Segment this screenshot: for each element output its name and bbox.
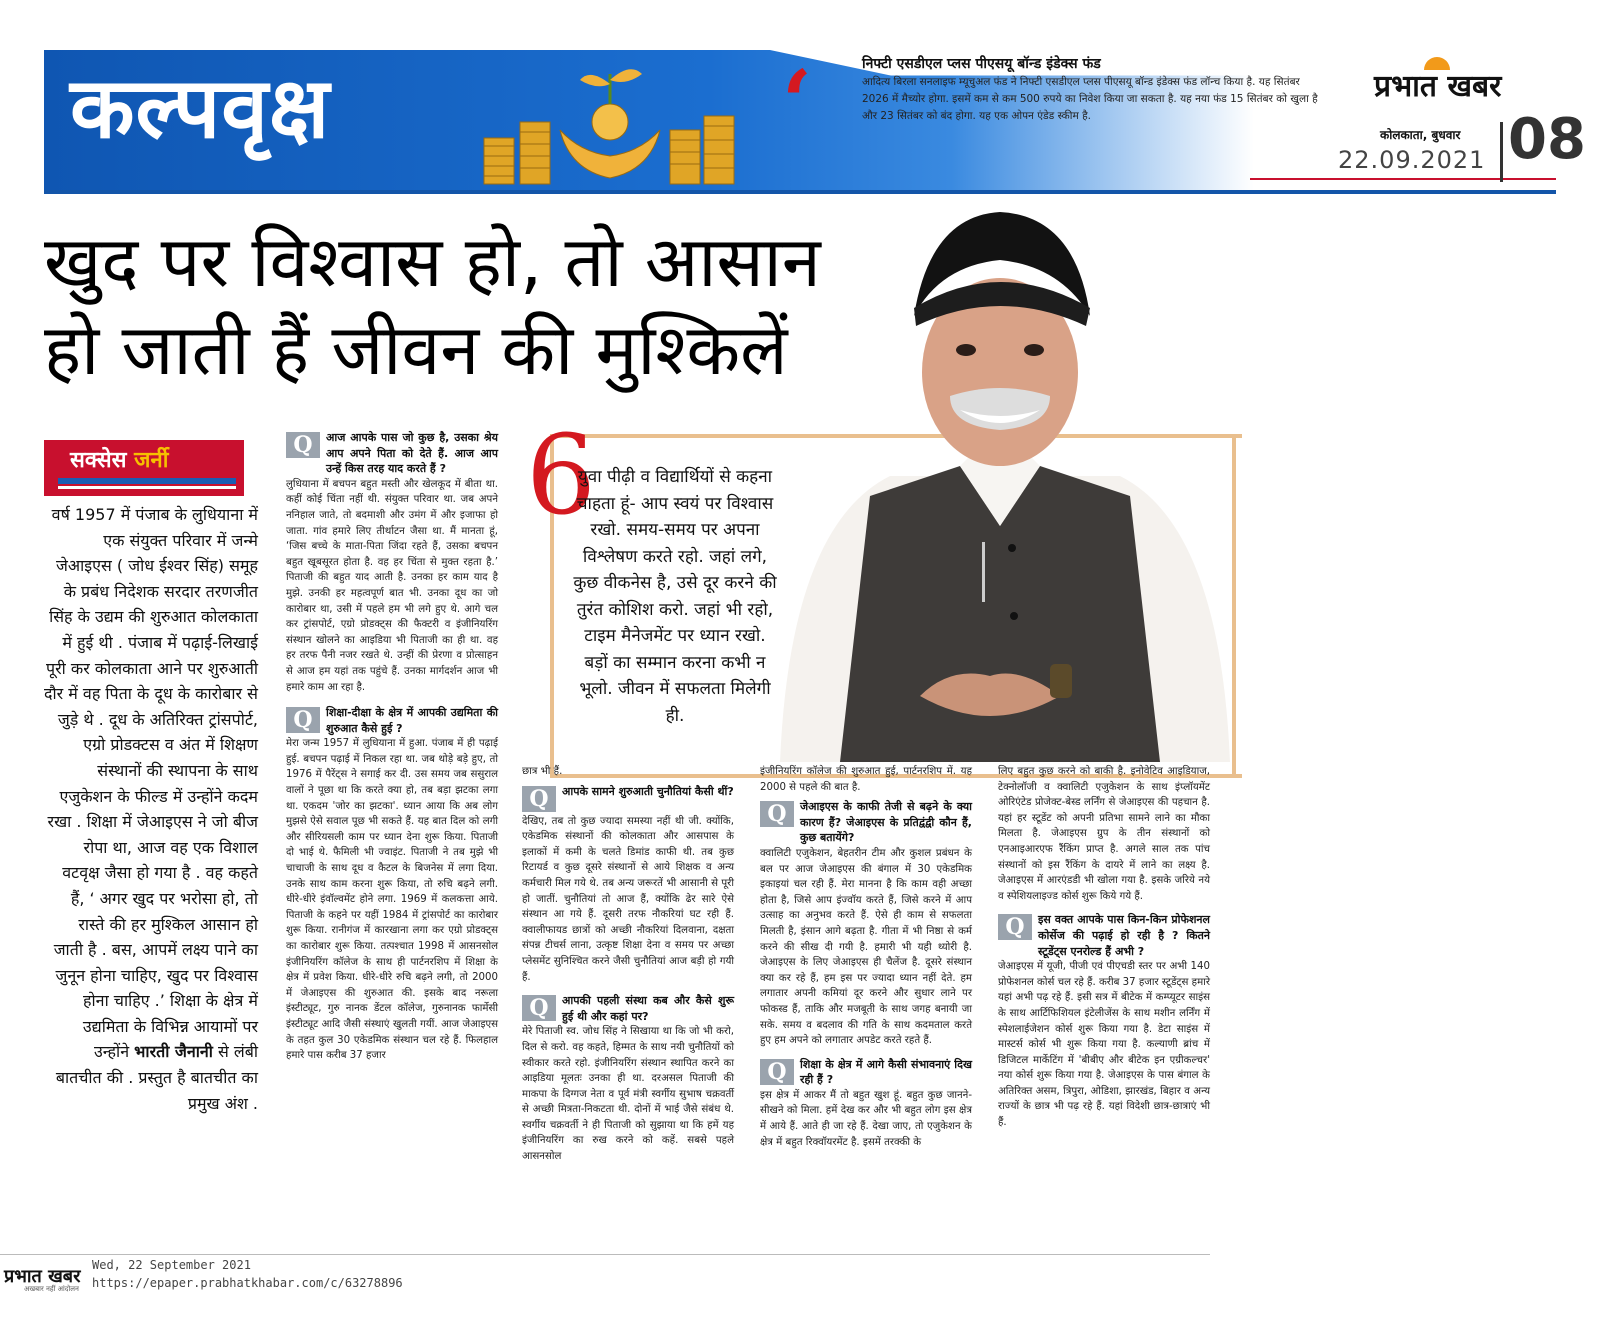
q-icon: Q: [522, 995, 556, 1021]
answer-paragraph: मेरे पिताजी स्व. जोध सिंह ने सिखाया था कि जो भी करो, दिल से करो. वह कहते, हिम्मत के साथ नयी चुनौतियों को स्वीकार करते रहो. इंजीनियरिंग संस्थान स्थापित करने का आइडिया मूलतः उनका ही था. दरअसल पिताजी की माकपा के दिग्गज नेता व पूर्व मंत्री स्वर्गीय सुभाष चक्रवर्ती से अच्छी मित्रता-निकटता थी. दोनों में भाई जैसे संबंध थे. स्वर्गीय चक्रवर्ती ने ही पिताजी को सुझाया था कि हमें यह इंजीनियरिंग का रुख करने को कहें. सबसे पहले आसनसोल: [522, 1026, 734, 1163]
column-4: [998, 764, 1210, 1131]
footer-rule: [0, 1254, 1210, 1255]
interviewer-name: भारती जैनानी: [134, 1042, 213, 1062]
portrait-photo: [760, 196, 1240, 762]
footer-logo: प्रभात खबर: [4, 1266, 81, 1287]
brand-logo: प्रभात खबर: [1374, 69, 1502, 104]
lead-paragraph: इंजीनियरिंग कॉलेज की शुरुआत हुई, पार्टनरशिप में. यह 2000 से पहले की बात है.: [760, 766, 972, 793]
q-icon: Q: [760, 1059, 794, 1085]
q-icon: Q: [286, 432, 320, 458]
answer-paragraph: मेरा जन्म 1957 में लुधियाना में हुआ. पंजाब में ही पढ़ाई हुई. बचपन पढ़ाई में निकल रहा था. जब थोड़े बड़े हुए, तो 1976 में पैरेंट्स ने सगाई कर दी. उस समय जब ससुराल वालों ने पूछा था कि करते क्या हो, तब बड़ा झटका लगा था. एकदम 'जोर का झटका'. ध्यान आया कि अब लोग मुझसे ऐसे सवाल पूछ भी सकते हैं. यह बात दिल को लगी और सीरियसली काम पर ध्यान देना शुरू किया. पिताजी दो भाई थे. फैमिली भी ज्वाइंट. पिताजी ने तब मुझे भी चाचाजी के साथ दूध व कैटल के बिजनेस में लगा दिया. उनके साथ काम करना शुरू किया, तो रुचि बढ़ने लगी. धीरे-धीरे इंवॉल्वमेंट होने लगा. 1969 में कलकत्ता आये. पिताजी के कहने पर यहीं 1984 में ट्रांसपोर्ट का कारोबार शुरू किया. रानीगंज में कारखाना लगा कर एग्रो प्रोडक्ट्स का कारोबार शुरू किया. तत्पश्चात 1998 में आसनसोल इंजीनियरिंग कॉलेज के साथ ही पार्टनरशिप में शिक्षा के क्षेत्र में प्रवेश किया. धीरे-धीरे रुचि बढ़ने लगी, तो 2000 में जेआइएस की शुरुआत की. इसके बाद नरूला इंस्टीट्यूट, गुरु नानक डेंटल कॉलेज, गुरुनानक फार्मेसी इंस्टीट्यूट आदि जैसी संस्थाएं खुलती गयीं. आज जेआइएस के तहत कुल 30 एकेडमिक संस्थान चल रहे हैं. फिलहाल हमारे पास करीब 37 हजार: [286, 738, 498, 1062]
footer-tagline: अखबार नहीं आंदोलन: [24, 1285, 79, 1293]
success-journey-text: [70, 444, 168, 474]
question-heading: [286, 705, 498, 736]
lead-paragraph: लिए बहुत कुछ करने को बाकी है. इनोवेटिव आइडियाज, टेक्नोलॉजी व क्वालिटी एजुकेशन के साथ इंप्लॉयमेंट ओरिएंटेड प्रोजेक्ट-बेस्ड लर्निंग से जेआइएस की पहचान है. यहां हर स्टूडेंट को अपनी प्रतिभा सामने लाने का मौका मिलता है. जेआइएस ग्रुप के तीन संस्थानों को एनआइआरएफ रैंकिंग प्राप्त है. अगले साल तक पांच संस्थानों को इस रैंकिंग के दायरे में लाने का लक्ष्य है. जेआइएस में आरएंडडी भी खोला गया है. इसके जरिये नये व स्पेशियलाइज्ड कोर्स शुरू किये गये हैं.: [998, 766, 1210, 902]
fund-title: निफ्टी एसडीएल प्लस पीएसयू बॉन्ड इंडेक्स फंड: [862, 56, 1101, 72]
answer-paragraph: देखिए, तब तो कुछ ज्यादा समस्या नहीं थी जी. क्योंकि, एकेडमिक संस्थानों की कोलकाता और आसपास के इलाकों में कमी के चलते डिमांड काफी थी. तब कुछ रिटायर्ड व कुछ दूसरे संस्थानों से आये शिक्षक व अन्य कर्मचारी मिल गये थे. तब अन्य जरूरतें भी आसानी से पूरी हो जातीं. चुनौतियां तो आज हैं, क्योंकि ढेर सारे ऐसे संस्थान आ गये हैं. दूसरी तरफ नौकरियां घट रही हैं. क्वालीफायड छात्रों को अच्छी नौकरियां दिलवाना, दक्षता संपन्न टीचर्स लाना, उत्कृष्ट शिक्षा देना व समय पर अच्छा प्लेसमेंट सुनिश्चित करने जैसी चुनौतियां आज बड़ी हो गयी हैं.: [522, 815, 734, 983]
issue-date: 22.09.2021: [1338, 146, 1486, 174]
answer-paragraph: जेआइएस में यूजी, पीजी एवं पीएचडी स्तर पर अभी 140 प्रोफेशनल कोर्स चल रहे हैं. करीब 37 हजार स्टूडेंट्स हमारे यहां अभी पढ़ रहे हैं. इसी सत्र में बीटेक में कम्प्यूटर साइंस के साथ आर्टिफिशियल इंटेलीजेंस के साथ मशीन लर्निंग में स्पेशलाईजेशन कोर्स शुरू किया गया है. डेटा साइंस में मास्टर्स कोर्स भी शुरू किया गया है. कल्याणी ब्रांच में डिजिटल मार्केटिंग में 'बीबीए और बीटेक इन एग्रीकल्चर' नया कोर्स शुरू किया गया है. जेआइएस के पास बंगाल के अतिरिक्त असम, त्रिपुरा, ओडिशा, झारखंड, बिहार व अन्य राज्यों के छात्र भी पढ़ रहे हैं. यहां विदेशी छात्र-छात्राएं भी हैं.: [998, 961, 1210, 1129]
page-divider: [1500, 122, 1503, 182]
intro-after: से लंबी बातचीत की . प्रस्तुत है बातचीत का प्रमुख अंश .: [55, 1042, 258, 1113]
place-day: कोलकाता, बुधवार: [1380, 128, 1461, 142]
question-text: इस वक्त आपके पास किन-किन प्रोफेशनल कोर्सेज की पढ़ाई हो रही है ? कितने स्टूडेंट्स एनरोल्ड हैं अभी ?: [1038, 913, 1210, 958]
question-text: आपके सामने शुरुआती चुनौतियां कैसी थीं?: [562, 784, 734, 798]
coins-plant-illustration: [480, 60, 740, 188]
section-title: कल्पवृक्ष: [70, 59, 331, 157]
question-heading: [998, 912, 1210, 959]
answer-paragraph: क्वालिटी एजुकेशन, बेहतरीन टीम और कुशल प्रबंधन के बल पर आज जेआइएस की बंगाल में 30 एकेडमिक इकाइयां चल रही हैं. मेरा मानना है कि काम वही अच्छा होता है, जिसे आप इंज्वॉय करते हैं, जिसे करने में आप उत्साह का अनुभव करते हैं. ऐसे ही काम से सफलता मिलती है, इंसान आगे बढ़ता है. गीता में भी निष्ठा से कर्म करने की सीख दी गयी है. हमारी भी यही थ्योरी है. जेआइएस के लिए जेआइएस ही चैलेंज है. दूसरे संस्थान क्या कर रहे हैं, हम इस पर ज्यादा ध्यान नहीं देते. हम लगातार अपनी कमियां दूर करने और सुधार लाने पर फोकस्ड हैं, ताकि और मजबूती के साथ जगह बनायी जा सके. समय व बदलाव की गति के साथ कदमताल करते हुए हम अपने को लगातार अपडेट करते रहते हैं.: [760, 847, 972, 1047]
intro-before: वर्ष 1957 में पंजाब के लुधियाना में एक संयुक्त परिवार में जन्मे जेआइएस ( जोध ईश्वर सिंह) समूह के प्रबंध निदेशक सरदार तरणजीत सिंह के उद्यम की शुरुआत कोलकाता में हुई थी . पंजाब में पढ़ाई-लिखाई पूरी कर कोलकाता आने पर शुरुआती दौर में वह पिता के दूध के कारोबार से जुड़े थे . दूध के अतिरिक्त ट्रांसपोर्ट, एग्रो प्रोडक्टस व अंत में शिक्षण संस्थानों की स्थापना के साथ एजुकेशन के फील्ड में उन्होंने कदम रखा . शिक्षा में जेआइएस ने जो बीज रोपा था, आज वह एक विशाल वटवृक्ष जैसा हो गया है . वह कहते हैं, ‘ अगर खुद पर भरोसा हो, तो रास्ते की हर मुश्किल आसान हो जाती है . बस, आपमें लक्ष्य पाने का जुनून होना चाहिए, खुद पर विश्वास होना चाहिए .’ शिक्षा के क्षेत्र में उद्यमिता के विभिन्न आयामों पर उन्होंने: [44, 505, 258, 1062]
column-3: [760, 764, 972, 1150]
q-icon: Q: [998, 914, 1032, 940]
headline-line-2: हो जाती हैं जीवन की मुश्किलें: [44, 309, 788, 391]
footer-date: Wed, 22 September 2021: [92, 1258, 251, 1272]
footer-url[interactable]: https://epaper.prabhatkhabar.com/c/63278896: [92, 1276, 403, 1290]
answer-paragraph: इस क्षेत्र में आकर मैं तो बहुत खुश हूं. बहुत कुछ जानने-सीखने को मिला. हमें देख कर और भी बहुत लोग इस क्षेत्र में आये हैं. आते ही जा रहे हैं. देखा जाए, तो एजुकेशन के क्षेत्र में बहुत रिक्वॉयरमेंट है. इसमें तरक्की के: [760, 1089, 972, 1148]
label-part-1: सक्सेस: [70, 448, 127, 473]
question-heading: [760, 1057, 972, 1088]
intro-text: [44, 502, 258, 1116]
question-text: शिक्षा-दीक्षा के क्षेत्र में आपकी उद्यमिता की शुरुआत कैसे हुई ?: [326, 706, 498, 735]
column-2: [522, 764, 734, 1165]
banner-accent-line: [1250, 178, 1556, 180]
question-heading: [522, 784, 734, 814]
page-number: 08: [1508, 107, 1586, 172]
label-stripe-white: [58, 486, 236, 489]
label-part-2: जर्नी: [134, 448, 169, 473]
label-stripe: [58, 478, 236, 484]
question-heading: [286, 430, 498, 477]
q-icon: Q: [286, 707, 320, 733]
banner-underline: [44, 190, 1556, 194]
question-text: आज आपके पास जो कुछ है, उसका श्रेय आप अपने पिता को देते हैं. आज आप उन्हें किस तरह याद करते हैं ?: [326, 431, 498, 476]
answer-paragraph: लुधियाना में बचपन बहुत मस्ती और खेलकूद में बीता था. कहीं कोई चिंता नहीं थी. संयुक्त परिवार था. जब अपने ननिहाल जाते, तो बदमाशी और उमंग में और इजाफा हो जाता. गांव हमारे लिए तीर्थाटन जैसा था. मैं मानता हूं, ‘जिस बच्चे के माता-पिता जिंदा रहते हैं, उसका बचपन बहुत खूबसूरत होता है. वह हर चिंता से मुक्त रहता है.’ पिताजी की बहुत याद आती है. उनका हर काम याद है मुझे. उनकी हर महत्वपूर्ण बात भी. उनका दूध का जो कारोबार था, उसी में पहले हम भी लगे हुए थे. आगे चल कर ट्रांसपोर्ट, एग्रो प्रोडक्ट्स की फैक्टरी व इंजीनियरिंग संस्थान खोलने का आइडिया भी पिताजी का ही था. वह हर तरफ पैनी नजर रखते थे. उन्हीं की प्रेरणा व प्रोत्साहन से आज हम यहां तक पहुंचे हैं. उनका मार्गदर्शन आज भी हमारे काम आ रहा है.: [286, 478, 498, 693]
pull-quote: युवा पीढ़ी व विद्यार्थियों से कहना चाहता हूं- आप स्वयं पर विश्वास रखो. समय-समय पर अपना विश्लेषण करते रहो. जहां लगे, कुछ वीकनेस है, उसे दूर करने की तुरंत कोशिश करो. जहां भी रहो, टाइम मैनेजमेंट पर ध्यान रखो. बड़ों का सम्मान करना कभी न भूलो. जीवन में सफलता मिलेगी ही.: [573, 467, 777, 726]
q-icon: Q: [522, 786, 556, 812]
question-text: आपकी पहली संस्था कब और कैसे शुरू हुई थी और कहां पर?: [562, 994, 734, 1023]
q-icon: Q: [760, 801, 794, 827]
question-text: शिक्षा के क्षेत्र में आगे कैसी संभावनाएं दिख रही हैं ?: [800, 1057, 972, 1087]
column-1: [286, 430, 498, 1064]
question-text: जेआइएस के काफी तेजी से बढ़ने के क्या कारण हैं? जेआइएस के प्रतिद्वंद्वी कौन हैं, कुछ बतायेंगे?: [800, 800, 972, 845]
headline-line-1: खुद पर विश्वास हो, तो आसान: [44, 221, 821, 303]
quote-mark-icon: ‘: [782, 52, 812, 153]
question-heading: [522, 993, 734, 1024]
fund-description: आदित्य बिरला सनलाइफ म्यूचुअल फंड ने निफ्टी एसडीएल प्लस पीएसयू बॉन्ड इंडेक्स फंड लॉन्च किया है. यह सितंबर 2026 में मैच्योर होगा. इसमें कम से कम 500 रुपये का निवेश किया जा सकता है. यह नया फंड 15 सितंबर को खुला है और 23 सितंबर को बंद होगा. यह एक ओपन एंडेड स्कीम है.: [862, 76, 1318, 122]
lead-paragraph: छात्र भी हैं.: [522, 766, 563, 777]
question-heading: [760, 799, 972, 846]
quote-open-icon: 6: [526, 411, 596, 539]
